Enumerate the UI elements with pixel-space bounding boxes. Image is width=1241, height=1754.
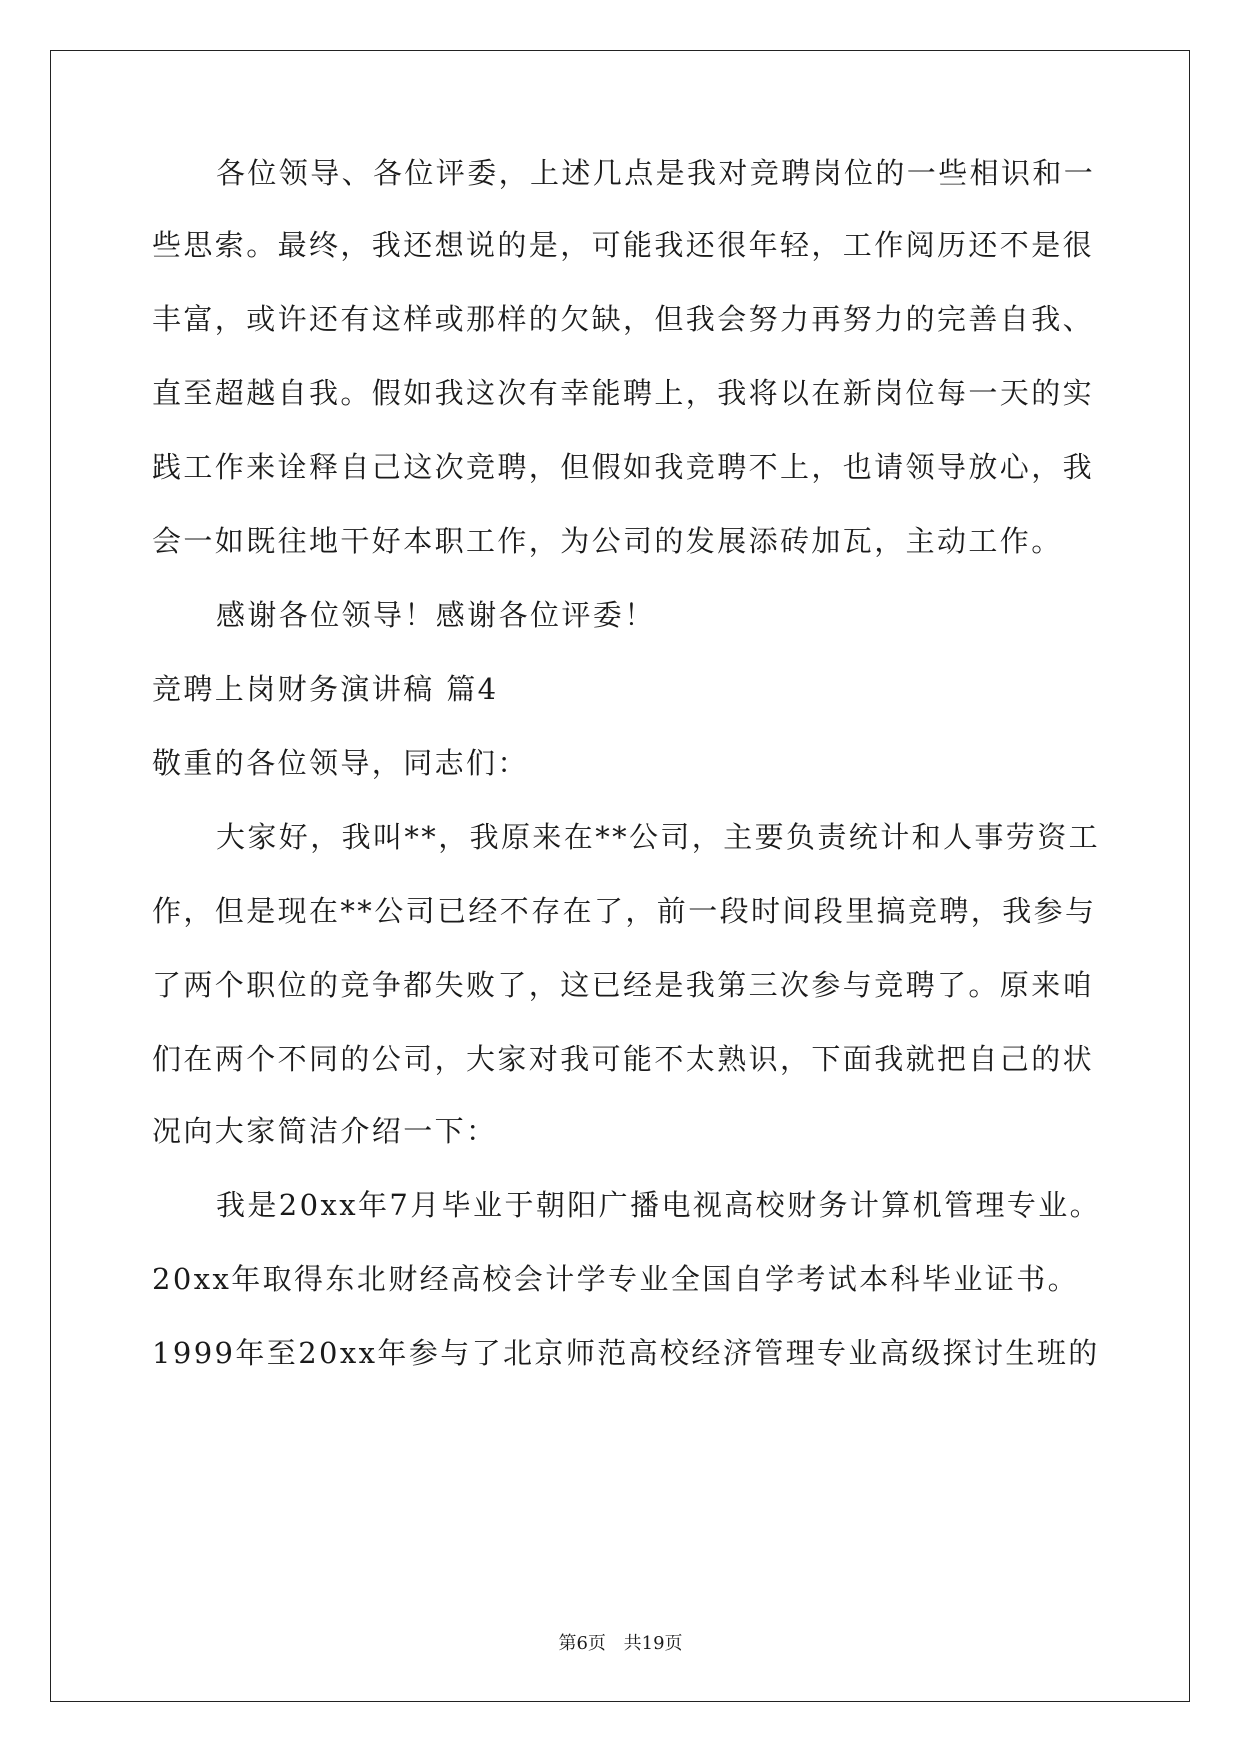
paragraph-line: 作，但是现在**公司已经不存在了，前一段时间段里搞竞聘，我参与: [152, 894, 1097, 928]
paragraph-line: 大家好，我叫**，我原来在**公司，主要负责统计和人事劳资工: [216, 820, 1101, 854]
closing-line: 感谢各位领导！感谢各位评委！: [216, 598, 656, 632]
paragraph-line: 20xx年取得东北财经高校会计学专业全国自学考试本科毕业证书。: [152, 1262, 1080, 1296]
section-heading: 竞聘上岗财务演讲稿 篇4: [152, 672, 499, 706]
page-footer: [0, 1629, 1241, 1655]
paragraph-line: 直至超越自我。假如我这次有幸能聘上，我将以在新岗位每一天的实: [152, 376, 1095, 410]
page-number: 第6页: [558, 1633, 606, 1654]
page-border: [50, 50, 1190, 1702]
page-total: 共19页: [623, 1633, 683, 1654]
paragraph-line: 各位领导、各位评委，上述几点是我对竞聘岗位的一些相识和一: [216, 156, 1096, 190]
paragraph-line: 会一如既往地干好本职工作，为公司的发展添砖加瓦，主动工作。: [152, 524, 1063, 558]
paragraph-line: 况向大家简洁介绍一下：: [152, 1114, 498, 1148]
salutation-line: 敬重的各位领导，同志们：: [152, 746, 529, 780]
paragraph-line: 1999年至20xx年参与了北京师范高校经济管理专业高级探讨生班的: [152, 1336, 1100, 1370]
paragraph-line: 们在两个不同的公司，大家对我可能不太熟识，下面我就把自己的状: [152, 1042, 1095, 1076]
paragraph-line: 了两个职位的竞争都失败了，这已经是我第三次参与竞聘了。原来咱: [152, 968, 1095, 1002]
paragraph-line: 些思索。最终，我还想说的是，可能我还很年轻，工作阅历还不是很: [152, 228, 1095, 262]
paragraph-line: 践工作来诠释自己这次竞聘，但假如我竞聘不上，也请领导放心，我: [152, 450, 1095, 484]
paragraph-line: 丰富，或许还有这样或那样的欠缺，但我会努力再努力的完善自我、: [152, 302, 1095, 336]
paragraph-line: 我是20xx年7月毕业于朝阳广播电视高校财务计算机管理专业。: [216, 1188, 1102, 1222]
